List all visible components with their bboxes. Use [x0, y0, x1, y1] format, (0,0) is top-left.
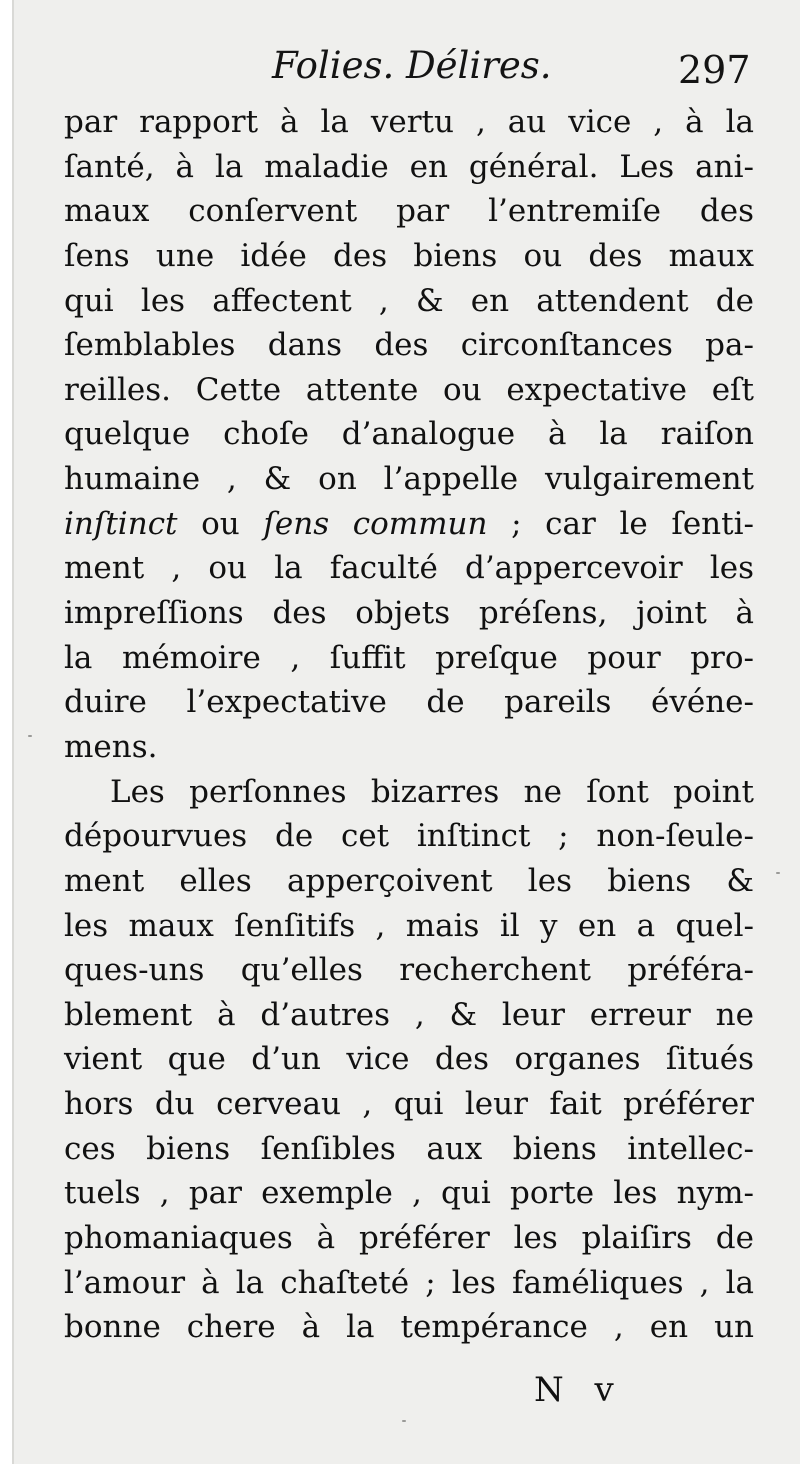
text-line: l’amour à la chaſteté ; les faméliques , la — [64, 1264, 754, 1301]
text-line: ſens une idée des biens ou des maux — [64, 237, 754, 274]
paper-speck — [402, 1420, 406, 1422]
text-line: phomaniaques à préférer les plaiſirs de — [64, 1220, 754, 1257]
italic-term-sens-commun: ſens commun — [263, 505, 488, 542]
text-line: ques-uns qu’elles recherchent préféra- — [64, 952, 754, 989]
paragraph-start-line: Les perſonnes bizarres ne ſont point — [110, 773, 754, 810]
text-line: ment elles apperçoivent les biens & — [64, 862, 754, 899]
text-line: impreſſions des objets préſens, joint à — [64, 595, 754, 632]
text-line: humaine , & on l’appelle vulgairement — [64, 461, 754, 498]
text-line: hors du cerveau , qui leur fait préférer — [64, 1086, 754, 1123]
text-line: vient que d’un vice des organes ſitués — [64, 1041, 754, 1078]
page-number: 297 — [678, 48, 751, 92]
text-line: quelque choſe d’analogue à la raiſon — [64, 416, 754, 453]
text-line: ſemblables dans des circonſtances pa- — [64, 327, 754, 364]
text-line: qui les affectent , & en attendent de — [64, 282, 754, 319]
text-line-with-italics — [64, 502, 754, 547]
text-segment: ou — [177, 505, 264, 542]
text-line: bonne chere à la tempérance , en un — [64, 1309, 754, 1346]
text-line: ment , ou la faculté d’appercevoir les — [64, 550, 754, 587]
text-line: reilles. Cette attente ou expectative eſt — [64, 371, 754, 408]
text-line: ſanté, à la maladie en général. Les ani- — [64, 148, 754, 185]
body-text — [64, 100, 754, 1350]
text-line: les maux ſenſitifs , mais il y en a quel- — [64, 907, 754, 944]
paper-speck — [28, 735, 32, 737]
text-line: par rapport à la vertu , au vice , à la — [64, 104, 754, 140]
text-line: maux conſervent par l’entremiſe des — [64, 193, 754, 230]
signature-mark: N v — [534, 1370, 624, 1410]
italic-term-instinct: inſtinct — [64, 505, 178, 542]
text-line: mens. — [64, 728, 158, 765]
paper-speck — [776, 872, 780, 874]
text-line: ces biens ſenſibles aux biens intellec- — [64, 1130, 754, 1167]
page-header — [14, 40, 800, 100]
text-line: blement à d’autres , & leur erreur ne — [64, 996, 754, 1033]
text-line: la mémoire , ſuffit preſque pour pro- — [64, 639, 754, 676]
text-line: tuels , par exemple , qui porte les nym- — [64, 1175, 754, 1212]
running-title: Folies. Délires. — [272, 44, 552, 87]
book-page — [12, 0, 800, 1464]
text-line: dépourvues de cet inſtinct ; non-ſeule- — [64, 818, 754, 855]
text-segment: ; car le ſenti- — [487, 505, 754, 542]
text-line: duire l’expectative de pareils événe- — [64, 684, 754, 721]
